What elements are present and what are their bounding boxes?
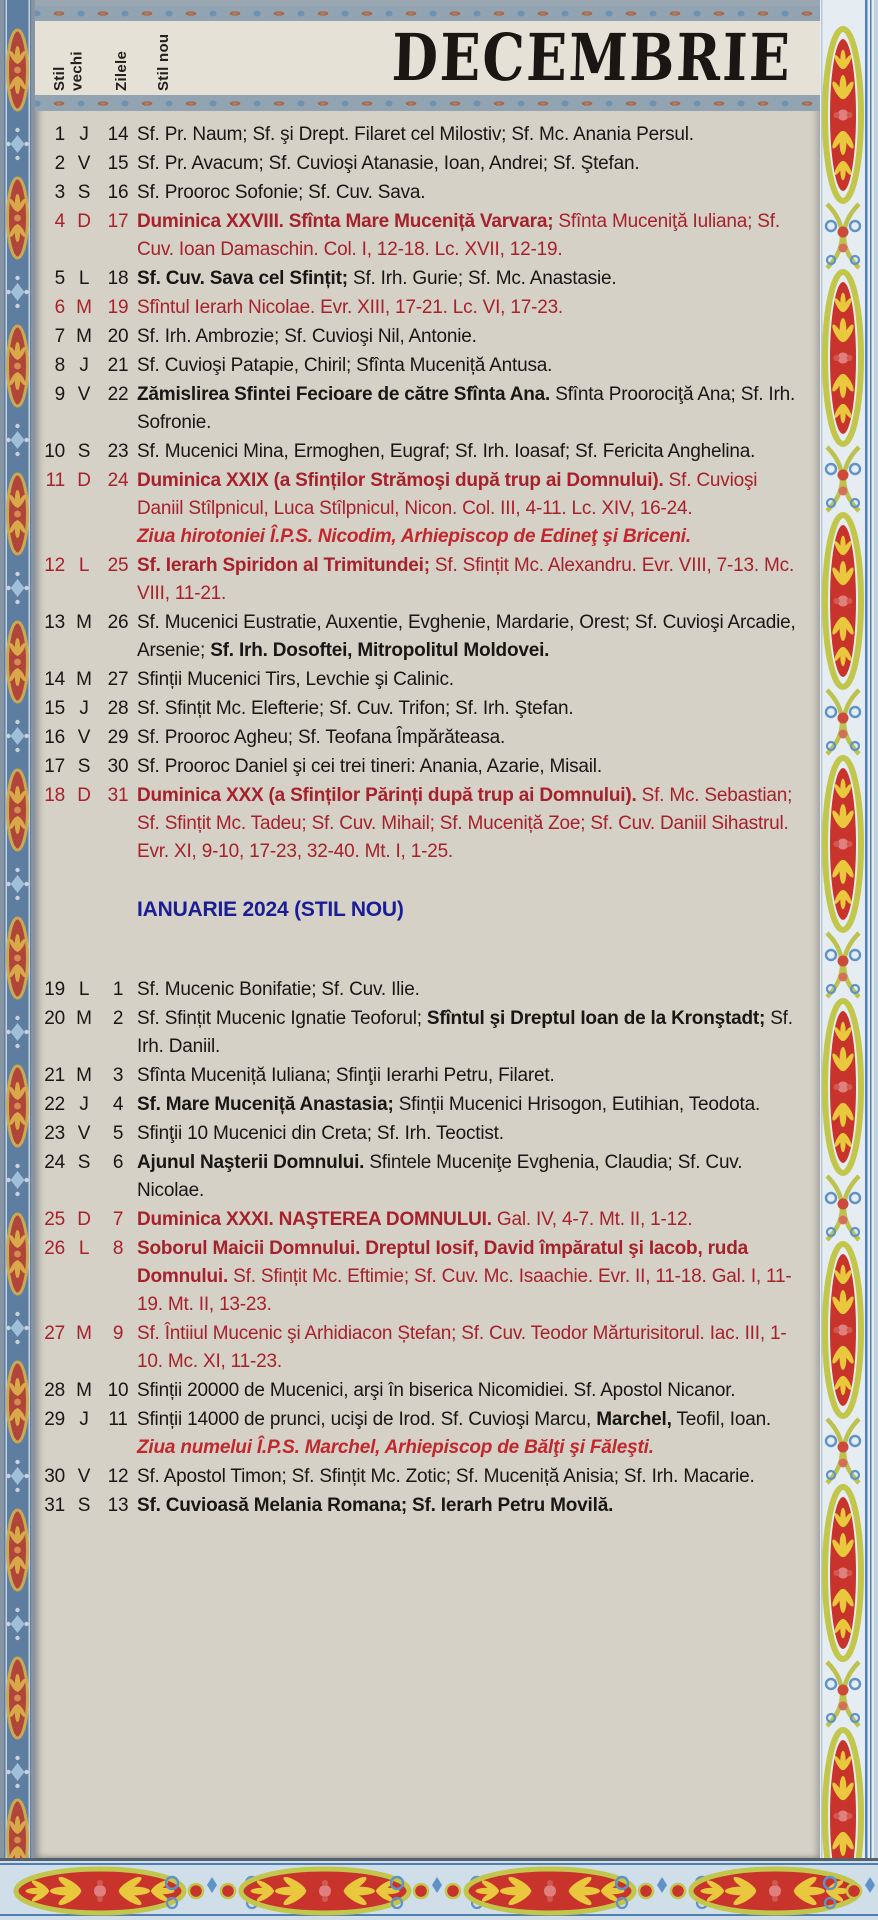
column-header-days: Zilele (113, 50, 130, 91)
feast-text (137, 1120, 806, 1148)
feast-text-segment: Teofil, Ioan. (671, 1409, 772, 1430)
feast-text (137, 1320, 806, 1376)
day-letter: S (77, 182, 91, 203)
feast-text-segment: Sfinții 14000 de prunci, ucişi de Irod. Sf. Cuvioşi Marcu, (137, 1409, 597, 1430)
day-letter: D (77, 470, 91, 491)
feast-text (137, 1406, 806, 1462)
new-style-date: 25 (107, 555, 129, 576)
old-style-date: 17 (44, 756, 65, 777)
old-style-date: 7 (54, 326, 65, 347)
day-letter: M (76, 326, 92, 347)
old-style-date: 26 (44, 1238, 65, 1259)
feast-text-segment: Sf. Cuvioşi Patapie, Chiril; Sfînta Muceniță Antusa. (137, 355, 553, 376)
old-style-date: 11 (45, 470, 65, 491)
calendar-row (35, 782, 806, 866)
feast-text-segment: Sfînta Muceniță Iuliana; Sfinţii Ierarhi Petru, Filaret. (137, 1065, 555, 1086)
day-letter: V (77, 384, 91, 405)
new-style-date: 27 (107, 669, 129, 690)
feast-text (137, 695, 806, 723)
calendar-row (35, 666, 806, 694)
calendar-row (35, 121, 806, 149)
feast-text (137, 1235, 806, 1319)
feast-text-segment: Sf. Cuv. Sava cel Sfințit; (137, 268, 348, 289)
feast-text (137, 724, 806, 752)
feast-text-segment: Sfîntul şi Dreptul Ioan de la Kronştadt; (426, 1008, 766, 1029)
feast-text-segment: Marchel, (596, 1409, 672, 1430)
feast-text-segment: Sf. Mucenici Eustratie, Auxentie, Evghenie, Mardarie, Orest; Sf. Cuvioşi Arcadie, Arsenie; (137, 612, 796, 661)
calendar-paper (35, 0, 820, 1858)
old-style-date: 23 (44, 1123, 65, 1144)
new-style-date: 21 (107, 355, 129, 376)
day-letter: J (79, 1409, 89, 1430)
calendar-row (35, 150, 806, 178)
calendar-list-january (35, 976, 806, 1520)
old-style-date: 1 (54, 124, 65, 145)
new-style-date: 14 (107, 124, 129, 145)
old-style-date: 28 (44, 1380, 65, 1401)
feast-text-segment: Sf. Sfințit Mc. Alexandru. Evr. VIII, 7-13. Mc. VIII, 11-21. (137, 555, 795, 604)
feast-text-segment: Sfinții Mucenici Tirs, Levchie şi Calinic. (137, 669, 454, 690)
calendar-row (35, 1320, 806, 1376)
day-letter: M (76, 1008, 92, 1029)
calendar-row (35, 208, 806, 264)
calendar-row (35, 1406, 806, 1462)
old-style-date: 27 (44, 1323, 65, 1344)
calendar-row (35, 179, 806, 207)
day-letter: J (79, 355, 89, 376)
new-style-date: 4 (112, 1094, 124, 1115)
feast-text-segment: Sf. Sfințit Mucenic Ignatie Teoforul; (137, 1008, 427, 1029)
new-style-date: 19 (107, 297, 129, 318)
feast-text-segment: Sf. Prooroc Sofonie; Sf. Cuv. Sava. (137, 182, 426, 203)
feast-text (137, 1062, 806, 1090)
calendar-row (35, 976, 806, 1004)
month-header (35, 21, 820, 95)
feast-text-segment: Sf. Sfințit Mc. Eftimie; Sf. Cuv. Mc. Isaachie. Evr. II, 11-18. Gal. I, 11-19. Mt. II, 13-23. (137, 1266, 792, 1315)
feast-text (137, 323, 806, 351)
calendar-row (35, 294, 806, 322)
feast-text (137, 1149, 806, 1205)
new-style-date: 13 (107, 1495, 129, 1516)
calendar-row (35, 1377, 806, 1405)
calendar-row (35, 352, 806, 380)
feast-text (137, 609, 806, 665)
new-style-date: 26 (107, 612, 129, 633)
feast-text-segment: Sf. Sfințit Mc. Elefterie; Sf. Cuv. Trifon; Sf. Irh. Ştefan. (137, 698, 574, 719)
old-style-date: 30 (44, 1466, 65, 1487)
feast-text-segment: Sfîntul Ierarh Nicolae. Evr. XIII, 17-21. Lc. VI, 17-23. (137, 297, 564, 318)
feast-text (137, 782, 806, 866)
new-style-date: 6 (112, 1152, 124, 1173)
old-style-date: 18 (44, 785, 65, 806)
feast-text-segment: Soborul Maicii Domnului. Dreptul Iosif, David împăratul şi Iacob, ruda Domnului. (137, 1238, 748, 1287)
feast-text (137, 753, 806, 781)
calendar-row (35, 1120, 806, 1148)
feast-text-segment: Duminica XXIX (a Sfinților Strămoşi după trup ai Domnului). (137, 470, 664, 491)
day-letter: M (76, 1380, 92, 1401)
new-style-date: 22 (107, 384, 129, 405)
new-style-date: 30 (107, 756, 129, 777)
new-style-date: 29 (107, 727, 129, 748)
feast-text-segment: Sf. Apostol Timon; Sf. Sfințit Mc. Zotic; Sf. Muceniță Anisia; Sf. Irh. Macarie. (137, 1466, 755, 1487)
feast-text-segment: Sfinții 20000 de Mucenici, arşi în biserica Nicomidiei. Sf. Apostol Nicanor. (137, 1380, 736, 1401)
feast-text-segment: Sf. Prooroc Agheu; Sf. Teofana Împărăteasa. (137, 727, 506, 748)
new-style-date: 20 (107, 326, 129, 347)
new-style-date: 7 (112, 1209, 124, 1230)
old-style-date: 16 (44, 727, 65, 748)
old-style-date: 24 (44, 1152, 65, 1173)
new-style-date: 28 (107, 698, 129, 719)
left-ornament-border (0, 0, 35, 1858)
day-letter: M (76, 612, 92, 633)
new-style-date: 11 (108, 1409, 128, 1430)
calendar-row (35, 438, 806, 466)
feast-text-segment: Sfînta Muceniţă Iuliana; Sf. Cuv. Ioan Damaschin. Col. I, 12-18. Lc. XVII, 12-19. (137, 211, 780, 260)
day-letter: S (77, 756, 91, 777)
feast-text-segment: Duminica XXX (a Sfinților Părinți după trup ai Domnului). (137, 785, 637, 806)
feast-text-segment: Sf. Irh. Daniil. (137, 1008, 793, 1057)
new-style-date: 16 (107, 182, 129, 203)
day-letter: J (79, 124, 89, 145)
new-style-date: 24 (107, 470, 129, 491)
calendar-row (35, 381, 806, 437)
feast-text-segment: Sf. Ierarh Spiridon al Trimitundei; (137, 555, 430, 576)
feast-text-segment: Ajunul Naşterii Domnului. (137, 1152, 365, 1173)
feast-text (137, 150, 806, 178)
old-style-date: 2 (54, 153, 65, 174)
day-letter: S (77, 1152, 91, 1173)
feast-text (137, 552, 806, 608)
calendar-row (35, 1206, 806, 1234)
calendar-list-december (35, 121, 806, 866)
feast-text (137, 1463, 806, 1491)
month-title: DECEMBRIE (391, 20, 794, 96)
day-letter: S (77, 441, 91, 462)
old-style-date: 8 (54, 355, 65, 376)
new-style-date: 1 (112, 979, 124, 1000)
new-style-date: 8 (112, 1238, 124, 1259)
feast-text (137, 976, 806, 1004)
right-ornament-border (820, 0, 878, 1858)
feast-text-segment: Sf. Pr. Avacum; Sf. Cuvioşi Atanasie, Ioan, Andrei; Sf. Ştefan. (137, 153, 640, 174)
old-style-date: 22 (44, 1094, 65, 1115)
old-style-date: 12 (44, 555, 65, 576)
feast-text (137, 265, 806, 293)
month-title-box (199, 21, 820, 95)
new-style-date: 5 (112, 1123, 124, 1144)
new-style-date: 17 (107, 211, 129, 232)
old-style-date: 20 (44, 1008, 65, 1029)
calendar-row (35, 552, 806, 608)
calendar-row (35, 724, 806, 752)
old-style-date: 4 (54, 211, 65, 232)
feast-text (137, 352, 806, 380)
day-letter: J (79, 698, 89, 719)
new-style-date: 9 (112, 1323, 124, 1344)
new-style-date: 18 (107, 268, 129, 289)
day-letter: L (78, 979, 90, 1000)
day-letter: L (78, 555, 90, 576)
feast-text-segment: Duminica XXXI. NAŞTEREA DOMNULUI. (137, 1209, 492, 1230)
feast-text-segment: Sf. Pr. Naum; Sf. şi Drept. Filaret cel Milostiv; Sf. Mc. Anania Persul. (137, 124, 694, 145)
bottom-ornament-border (0, 1858, 878, 1920)
feast-text (137, 381, 806, 437)
old-style-date: 9 (54, 384, 65, 405)
feast-text (137, 467, 806, 551)
calendar-row (35, 1492, 806, 1520)
calendar-row (35, 1091, 806, 1119)
feast-text (137, 208, 806, 264)
old-style-date: 5 (54, 268, 65, 289)
old-style-date: 13 (44, 612, 65, 633)
feast-text-segment: Sf. Cuvioşi Daniil Stîlpnicul, Luca Stîlpnicul, Nicon. Col. III, 4-11. Lc. XIV, 16-24. (137, 470, 758, 519)
day-letter: M (76, 297, 92, 318)
feast-text (137, 121, 806, 149)
old-style-date: 19 (44, 979, 65, 1000)
feast-text-segment: Sf. Mucenic Bonifatie; Sf. Cuv. Ilie. (137, 979, 420, 1000)
calendar-row (35, 1062, 806, 1090)
old-style-date: 29 (44, 1409, 65, 1430)
day-letter: M (76, 1323, 92, 1344)
new-style-date: 10 (107, 1380, 129, 1401)
column-header-new-style: Stil nou (155, 33, 172, 91)
feast-text (137, 438, 806, 466)
feast-text-segment: Ziua hirotoniei Î.P.S. Nicodim, Arhiepiscop de Edineţ şi Briceni. (137, 526, 691, 547)
old-style-date: 14 (44, 669, 65, 690)
column-headers (49, 21, 199, 95)
day-letter: V (77, 153, 91, 174)
new-style-date: 3 (112, 1065, 124, 1086)
top-ornament-strip (35, 6, 820, 21)
new-style-date: 15 (107, 153, 129, 174)
feast-text-segment: Sf. Irh. Dosoftei, Mitropolitul Moldovei. (210, 640, 550, 661)
day-letter: D (77, 785, 91, 806)
day-letter: J (79, 1094, 89, 1115)
day-letter: V (77, 727, 91, 748)
feast-text-segment: Sf. Mucenici Mina, Ermoghen, Eugraf; Sf. Irh. Ioasaf; Sf. Fericita Anghelina. (137, 441, 756, 462)
january-section-header: IANUARIE 2024 (STIL NOU) (137, 898, 404, 921)
old-style-date: 10 (44, 441, 65, 462)
calendar-row (35, 1235, 806, 1319)
day-letter: V (77, 1466, 91, 1487)
day-letter: M (76, 669, 92, 690)
feast-text-segment: Sf. Irh. Gurie; Sf. Mc. Anastasie. (347, 268, 617, 289)
feast-text (137, 1091, 806, 1119)
new-style-date: 12 (107, 1466, 129, 1487)
calendar-row (35, 323, 806, 351)
old-style-date: 15 (44, 698, 65, 719)
feast-text-segment: Sf. Irh. Ambrozie; Sf. Cuvioşi Nil, Antonie. (137, 326, 477, 347)
feast-text-segment: Sfinții Mucenici Hrisogon, Eutihian, Teodota. (393, 1094, 761, 1115)
new-style-date: 31 (107, 785, 129, 806)
day-letter: D (77, 1209, 91, 1230)
day-letter: L (78, 268, 90, 289)
feast-text (137, 1492, 806, 1520)
column-header-old-style: Stil vechi (51, 51, 86, 91)
old-style-date: 3 (54, 182, 65, 203)
feast-text (137, 666, 806, 694)
feast-text-segment: Sf. Cuvioasă Melania Romana; Sf. Ierarh Petru Movilă. (137, 1495, 614, 1516)
feast-text-segment: Ziua numelui Î.P.S. Marchel, Arhiepiscop de Bălţi şi Făleşti. (137, 1437, 654, 1458)
feast-text-segment: Sfînta Proorociţă Ana; Sf. Irh. Sofronie. (137, 384, 796, 433)
calendar-content (35, 111, 820, 1858)
feast-text (137, 294, 806, 322)
calendar-row (35, 1463, 806, 1491)
day-letter: D (77, 211, 91, 232)
old-style-date: 31 (44, 1495, 65, 1516)
feast-text-segment: Gal. IV, 4-7. Mt. II, 1-12. (491, 1209, 693, 1230)
day-letter: V (77, 1123, 91, 1144)
feast-text (137, 1206, 806, 1234)
feast-text-segment: Sfintele Muceniţe Evghenia, Claudia; Sf. Cuv. Nicolae. (137, 1152, 743, 1201)
day-letter: S (77, 1495, 91, 1516)
calendar-row (35, 753, 806, 781)
feast-text (137, 179, 806, 207)
feast-text-segment: Sfinţii 10 Mucenici din Creta; Sf. Irh. Teoctist. (137, 1123, 504, 1144)
day-letter: L (78, 1238, 90, 1259)
old-style-date: 25 (44, 1209, 65, 1230)
feast-text (137, 1377, 806, 1405)
feast-text-segment: Sf. Întiiul Mucenic şi Arhidiacon Ștefan; Sf. Cuv. Teodor Mărturisitorul. Iac. III, 1-10. Mc. XI, 11-23. (137, 1323, 787, 1372)
old-style-date: 6 (54, 297, 65, 318)
feast-text-segment: Sf. Prooroc Daniel şi cei trei tineri: Anania, Azarie, Misail. (137, 756, 602, 777)
calendar-row (35, 1149, 806, 1205)
feast-text-segment: Sf. Mc. Sebastian; Sf. Sfințit Mc. Tadeu; Sf. Cuv. Mihail; Sf. Muceniță Zoe; Sf. Cuv. Daniil Sihastrul. Evr. XI, 9-10, 17-23, 32-40. Mt. I, 1-25. (137, 785, 793, 862)
feast-text-segment: Duminica XXVIII. Sfînta Mare Muceniță Varvara; (137, 211, 554, 232)
feast-text-segment: Zămislirea Sfintei Fecioare de către Sfînta Ana. (137, 384, 551, 405)
old-style-date: 21 (44, 1065, 65, 1086)
divider-ornament-strip (35, 95, 820, 111)
calendar-row (35, 695, 806, 723)
feast-text (137, 1005, 806, 1061)
feast-text-segment: Sf. Mare Muceniță Anastasia; (137, 1094, 394, 1115)
day-letter: M (76, 1065, 92, 1086)
new-style-date: 23 (107, 441, 129, 462)
calendar-row (35, 609, 806, 665)
new-style-date: 2 (112, 1008, 124, 1029)
calendar-row (35, 265, 806, 293)
calendar-row (35, 467, 806, 551)
calendar-row (35, 1005, 806, 1061)
